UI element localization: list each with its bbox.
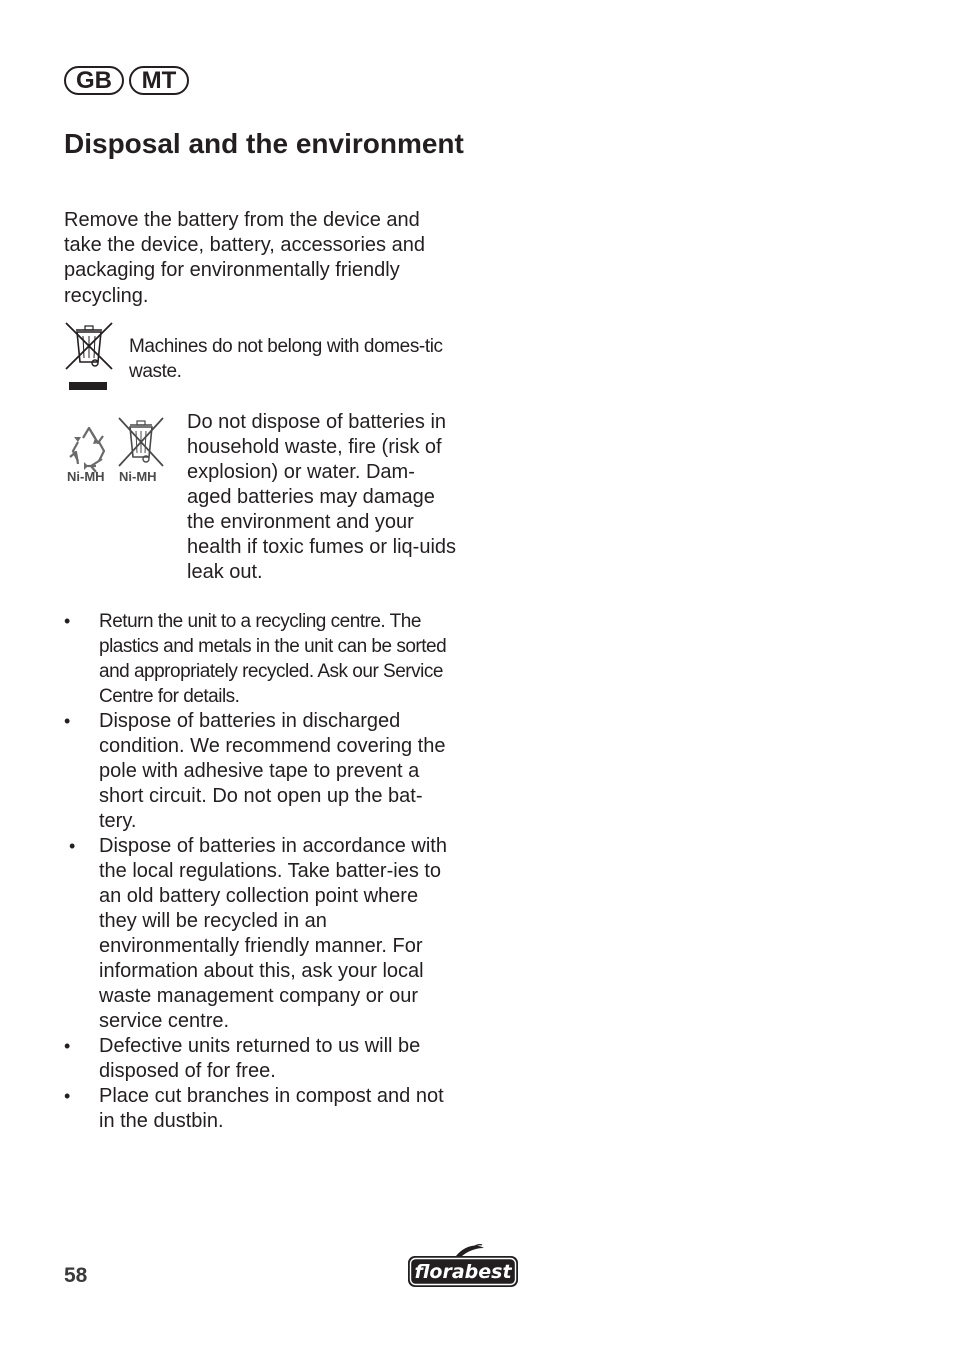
bullet-icon: • <box>69 836 76 856</box>
machines-symbol-row <box>64 321 454 393</box>
page-title: Disposal and the environment <box>64 128 464 159</box>
logo-wordmark: florabest <box>414 1261 512 1283</box>
language-badges <box>64 66 189 95</box>
list-item-text: Place cut branches in compost and not in the dustbin. <box>99 1085 444 1132</box>
bullet-icon: • <box>64 1036 71 1056</box>
intro-paragraph: Remove the battery from the device and take the device, battery, accessories and packaging for environmentally friendly recycling. <box>64 209 425 307</box>
batteries-disposal-text: Do not dispose of batteries in household waste, fire (risk of explosion) or water. Dam-aged batteries may damage the environment and your health if toxic fumes or liq-uids leak out. <box>187 411 457 583</box>
list-item <box>64 709 456 834</box>
nimh-label: Ni-MH <box>119 469 157 484</box>
crossed-wheelie-bin-icon <box>64 321 114 391</box>
list-item <box>64 1084 456 1134</box>
bullet-icon: • <box>64 1086 71 1106</box>
disposal-instructions-list <box>64 609 456 1134</box>
list-item-text: Return the unit to a recycling centre. The plastics and metals in the unit can be sorted and appropriately recycled. Ask our Service Centre for details. <box>99 611 447 707</box>
list-item <box>64 609 456 709</box>
battery-symbol-row <box>64 410 457 590</box>
bullet-icon: • <box>64 711 71 731</box>
language-badge-mt: MT <box>129 66 189 95</box>
page-number: 58 <box>64 1264 88 1287</box>
bullet-icon: • <box>64 611 70 631</box>
machines-disposal-text: Machines do not belong with domes-tic waste. <box>129 336 443 382</box>
list-item-text: Dispose of batteries in accordance with the local regulations. Take batter-ies to an old battery collection point where they will be recycled in an environmentally friendly manner. For information about this, ask your local waste management company or our service centre. <box>99 835 447 1032</box>
list-item <box>64 1034 456 1084</box>
list-item <box>64 834 456 1034</box>
crossed-battery-bin-icon <box>116 416 166 474</box>
list-item-text: Dispose of batteries in discharged condition. We recommend covering the pole with adhesive tape to prevent a short circuit. Do not open up the bat-tery. <box>99 710 446 832</box>
list-item-text: Defective units returned to us will be disposed of for free. <box>99 1035 421 1082</box>
florabest-logo <box>406 1244 520 1290</box>
recycling-symbol-icon <box>66 424 112 474</box>
language-badge-gb: GB <box>64 66 124 95</box>
nimh-label: Ni-MH <box>67 469 105 484</box>
